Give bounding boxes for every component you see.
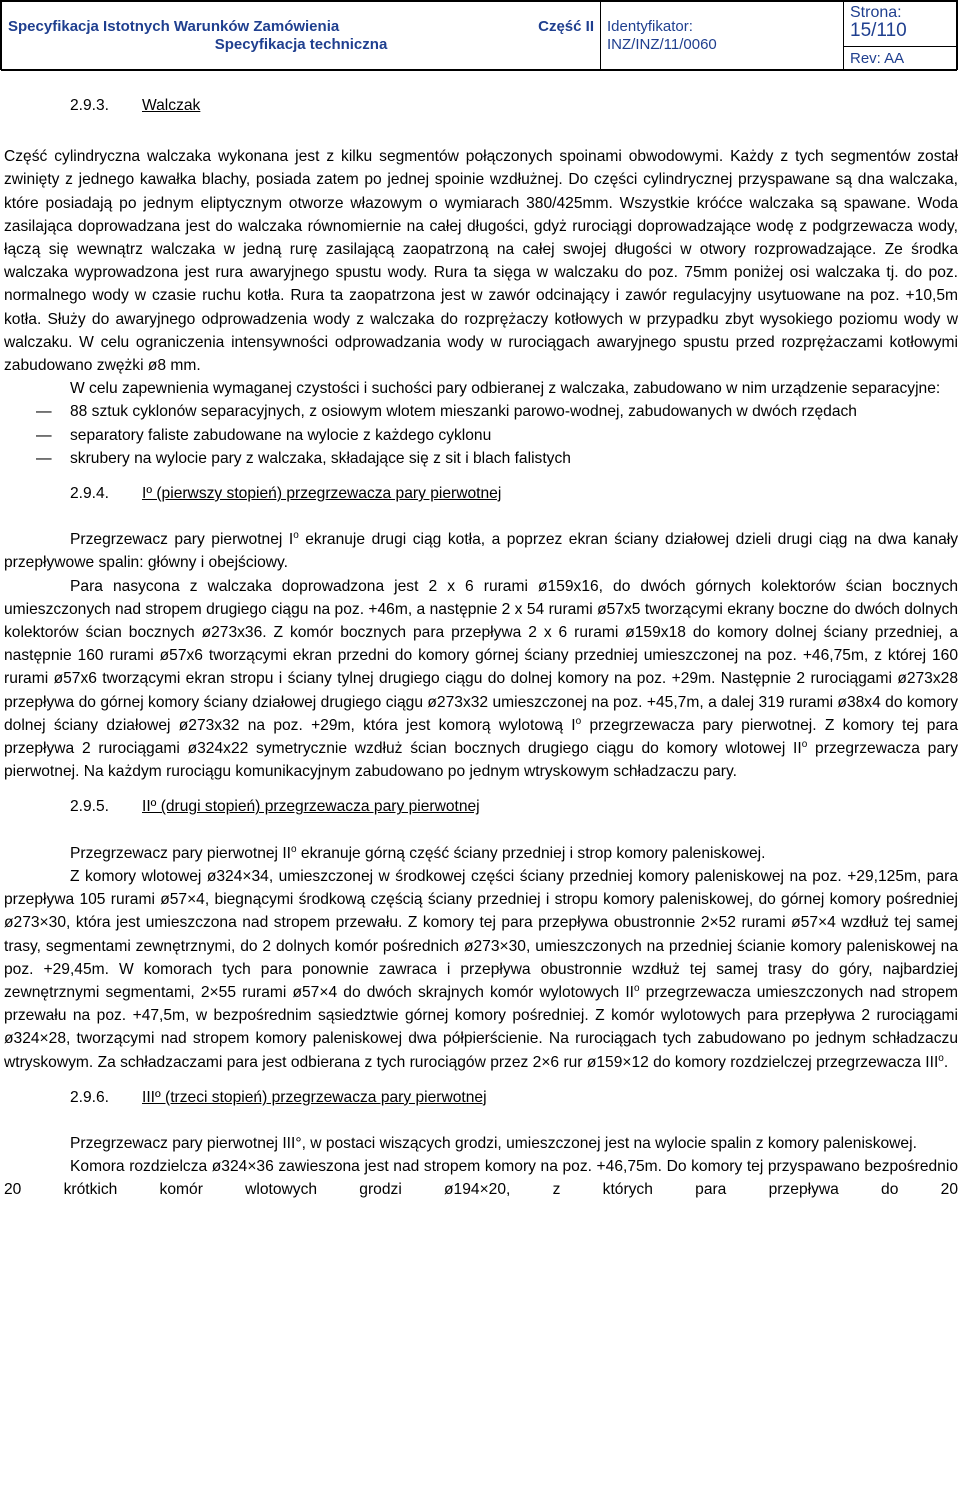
part-label: Część II: [538, 18, 594, 35]
paragraph-stage1-intro: Przegrzewacz pary pierwotnej $I^o$ ekranuje drugi ciąg kotła, a poprzez ekran ściany działowej dzieli drugi ciąg na dwa kanały przepływowe spalin: główny i obejściowy.: [4, 530, 958, 572]
section-heading-2-9-3: 2.9.3. Walczak: [70, 97, 201, 114]
paragraph-stage3-intro: Przegrzewacz pary pierwotnej III°, w postaci wiszących grodzi, umieszczonej jest na wylocie spalin z komory paleniskowej.: [70, 1134, 917, 1152]
page-number: 15/110: [850, 20, 907, 41]
spec-subtitle: Specyfikacja techniczna: [214, 36, 388, 53]
id-value: INZ/INZ/11/0060: [607, 36, 717, 53]
page-box: [844, 2, 956, 46]
revision: Rev: AA: [844, 46, 956, 70]
paragraph-separators-intro: W celu zapewnienia wymaganej czystości i suchości pary odbieranej z walczaka, zabudowano w nim urządzenie separacyjne:: [70, 380, 941, 398]
list-item: — skrubery na wylocie pary z walczaka, składające się z sit i blach falistych: [4, 447, 958, 470]
id-label: Identyfikator:: [607, 18, 693, 35]
section-heading-2-9-5: 2.9.5. IIº (drugi stopień) przegrzewacza pary pierwotnej: [70, 798, 480, 816]
paragraph-stage1-flow: Para nasycona z walczaka doprowadzona jest 2 x 6 rurami ø159x16, do dwóch górnych kolektorów ścian bocznych umieszczonych nad stropem drugiego ciągu na poz. +46m, a następnie 2 x 54 rurami ø57x5 tworzącymi ekrany boczne do dwóch dolnych kolektorów ścian bocznych ø273x36. Z komór bocznych para przepływa 2 x 6 rurami ø159x18 do komory dolnej ściany przedniej, a następnie 160 rurami ø57x6 tworzącymi ekran przedni do komory górnej ściany przedniej umieszczonej na poz. +46,75m, z której 160 rurami ø57x6 tworzącymi ekran stropu i ściany tylnej drugiego ciągu do dolnej komory na poz. +29m. Następnie 2 rurociągami ø273x28 przepływa do górnej komory ściany działowej drugiego ciągu ø273x32 umieszczonej na poz. +45,7m, a dalej 319 rurami ø38x4 do komory dolnej ściany działowej ø273x32 na poz. +29m, która jest komorą wylotową $I^o$ przegrzewacza pary pierwotnej. Z komory tej para przepływa 2 rurociągami ø324x22 symetrycznie wzdłuż ścian bocznych drugiego ciągu do komory wlotowej $II^o$ przegrzewacza pary pierwotnej. Na każdym rurociągu komunikacyjnym zabudowano po jednym wtryskowym schładzaczu pary.: [4, 577, 958, 781]
header-id-cell: [601, 2, 844, 71]
list-item: — 88 sztuk cyklonów separacyjnych, z osiowym wlotem mieszanki parowo-wodnej, zabudowanych w dwóch rzędach: [4, 400, 958, 423]
document-body: [4, 94, 958, 1202]
header-title-cell: [2, 2, 601, 71]
header-page-cell: [844, 2, 957, 71]
section-heading-2-9-6: 2.9.6. IIIº (trzeci stopień) przegrzewacza pary pierwotnej: [70, 1088, 487, 1106]
paragraph-stage2-flow: Z komory wlotowej ø324×34, umieszczonej w środkowej części ściany przedniej komory paleniskowej na poz. +29,125m, para przepływa 105 rurami ø57×4, biegnącymi środkową częścią ściany przedniej i stropu komory paleniskowej, do górnej komory pośredniej ø273×30, która jest umieszczona nad stropem przewału. Z komory tej para przepływa obustronnie 2×52 rurami ø57×4 wzdłuż tej samej trasy, segmentami zewnętrznymi, do 2 dolnych komór pośrednich ø273×30, umieszczonych na przedniej ścianie komory paleniskowej na poz. +29,45m. W komorach tych para ponownie zawraca i przepływa obustronnie wzdłuż tej samej trasy do góry, najbardziej zewnętrznymi segmentami, 2×55 rurami ø57×4 do dwóch skrajnych komór wylotowych $II^o$ przegrzewacza umieszczonych nad stropem przewału na poz. +47,5m, w bezpośrednim sąsiedztwie górnej komory pośredniej. Z komór wylotowych para przepływa 2 rurociągami ø324×28, tworzącymi nad stropem komory paleniskowej dwa półpierścienie. Na rurociągach tych zabudowano po jednym schładzaczu wtryskowym. Za schładzaczami para jest odbierana z tych rurociągów przez 2×6 rur ø159×12 do komory rozdzielczej przegrzewacza III$^o$.: [4, 867, 958, 1071]
paragraph-stage3-flow: Komora rozdzielcza ø324×36 zawieszona jest nad stropem komory na poz. +46,75m. Do komory tej przyspawano bezpośrednio 20 krótkich komór wlotowych grodzi ø194×20, z których para przepływa do 20: [4, 1158, 958, 1199]
section-heading-2-9-4: 2.9.4. Iº (pierwszy stopień) przegrzewacza pary pierwotnej: [70, 485, 502, 503]
spec-title: Specyfikacja Istotnych Warunków Zamówienia: [8, 18, 340, 35]
paragraph-walczak: Część cylindryczna walczaka wykonana jest z kilku segmentów połączonych spoinami obwodowymi. Każdy z tych segmentów został zwinięty z jednego kawałka blachy, posiada zatem po jednej spoinie wzdłużnej. Do części cylindrycznej przyspawane są dna walczaka, które posiadają po jednym eliptycznym otworze włazowym o wymiarach 380/425mm. Wszystkie króćce walczaka są spawane. Woda zasilająca doprowadzana jest do walczaka równomiernie na całej długości, gdyż rurociągi doprowadzające wodę z podgrzewacza wody, łączą się wewnątrz walczaka w jedną rurę zasilającą zaopatrzoną na całej swojej długości w otwory rozprowadzające. Ze środka walczaka wyprowadzona jest rura awaryjnego spustu wody. Rura ta sięga w walczaku do poz. 75mm poniżej osi walczaka tj. do poz. normalnego wody w czasie ruchu kotła. Rura ta zaopatrzona jest w zawór odcinający i zawór regulacyjny usytuowane na poz. +10,5m kotła. Służy do awaryjnego odprowadzenia wody z walczaka do rozprężaczy kotłowych w przypadku zbyt wysokiego poziomu wody w walczaku. W celu ograniczenia intensywności odprowadzania wody w rurociągach awaryjnego spustu przed rozprężaczami kotłowymi zabudowano zwężki ø8 mm.: [4, 148, 958, 375]
list-item: — separatory faliste zabudowane na wylocie z każdego cyklonu: [4, 424, 958, 447]
document-header: [0, 0, 958, 70]
paragraph-stage2-intro: Przegrzewacz pary pierwotnej $II^o$ ekranuje górną część ściany przedniej i strop komory paleniskowej.: [70, 843, 766, 862]
page-label: Strona:: [850, 4, 902, 21]
